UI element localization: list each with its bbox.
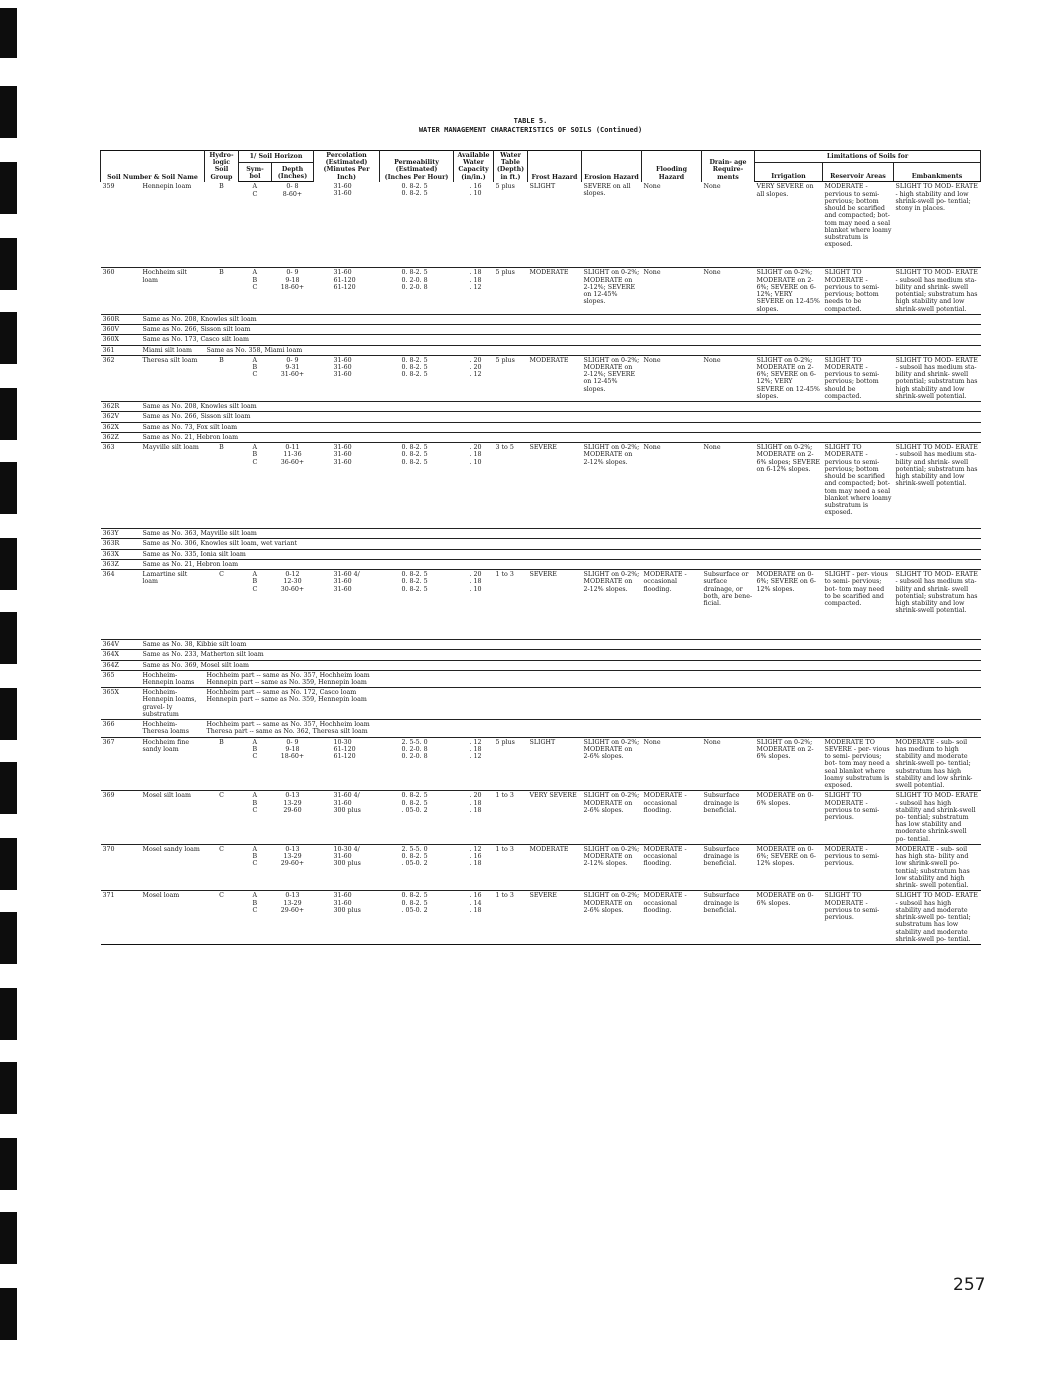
horizon-symbol: A B C — [239, 737, 272, 791]
table-row — [101, 529, 981, 539]
soil-number: 363X — [101, 549, 141, 559]
embankment-limitation: MODERATE - sub- soil has medium to high stability and moderate shrink-swell po- tential; substratum has high stability and low shrink- swell potential. — [894, 737, 981, 791]
binder-mark — [0, 1138, 17, 1190]
horizon-depth: 0- 9 9-31 31-60+ — [272, 355, 314, 401]
hydrologic-group: C — [205, 570, 239, 640]
soil-name: Theresa silt loam — [141, 355, 205, 401]
percolation: 31-60 31-60 300 plus — [314, 891, 380, 945]
same-as-reference: Same as No. 208, Knowles silt loam — [141, 314, 981, 324]
table-row — [101, 720, 981, 737]
soil-name: Hochheim silt loam — [141, 268, 205, 314]
soil-number: 362R — [101, 402, 141, 412]
soil-number: 363Z — [101, 559, 141, 569]
frost-hazard: VERY SEVERE — [528, 791, 582, 845]
water-capacity: . 20 . 18 . 10 — [454, 443, 494, 529]
soil-number: 365X — [101, 688, 141, 720]
header-drainage: Drain- age Require- ments — [702, 151, 755, 182]
reservoir-limitation: SLIGHT TO MODERATE - pervious to semi-pervious. — [823, 791, 894, 845]
frost-hazard: SLIGHT — [528, 182, 582, 268]
soil-number: 360X — [101, 335, 141, 345]
header-horizon: 1/ Soil Horizon — [239, 151, 314, 163]
binder-mark — [0, 838, 17, 890]
binder-mark — [0, 912, 17, 964]
soil-number: 360V — [101, 325, 141, 335]
table-row — [101, 432, 981, 442]
soil-name: Hochheim- Hennepin loams — [141, 670, 205, 687]
water-table: 5 plus — [494, 182, 528, 268]
permeability: 0. 8-2. 5 0. 8-2. 5 . 05-0. 2 — [380, 891, 454, 945]
soil-name: Mosel loam — [141, 891, 205, 945]
water-capacity: . 18 . 18 . 12 — [454, 268, 494, 314]
water-table: 1 to 3 — [494, 891, 528, 945]
reservoir-limitation: MODERATE TO SEVERE - per- vious to semi- pervious; bot- tom may need a seal blanket where loamy substratum is exposed. — [823, 737, 894, 791]
soil-name: Hochheim fine sandy loam — [141, 737, 205, 791]
irrigation-limitation: SLIGHT on 0-2%; MODERATE on 2-6% slopes; SEVERE on 6-12% slopes. — [755, 443, 823, 529]
table-row — [101, 640, 981, 650]
percolation: 31-60 61-120 61-120 — [314, 268, 380, 314]
embankment-limitation: SLIGHT TO MOD- ERATE - subsoil has high stability and shrink-swell po- tential; substratum has low stability and moderate shrink-swell po- tential. — [894, 791, 981, 845]
header-hydro: Hydro- logic Soil Group — [205, 151, 239, 182]
drainage-requirements: None — [702, 443, 755, 529]
irrigation-limitation: SLIGHT on 0-2%; MODERATE on 2-6%; SEVERE on 6-12%; VERY SEVERE on 12-45% slopes. — [755, 268, 823, 314]
water-table: 5 plus — [494, 355, 528, 401]
binder-mark — [0, 1288, 17, 1340]
soil-number: 361 — [101, 345, 141, 355]
flooding-hazard: MODERATE - occasional flooding. — [642, 891, 702, 945]
irrigation-limitation: SLIGHT on 0-2%; MODERATE on 2-6% slopes. — [755, 737, 823, 791]
hydrologic-group: B — [205, 737, 239, 791]
horizon-depth: 0-11 11-36 36-60+ — [272, 443, 314, 529]
same-as-reference: Same as No. 73, Fox silt loam — [141, 422, 981, 432]
soil-number: 370 — [101, 844, 141, 890]
irrigation-limitation: MODERATE on 0-6%; SEVERE on 6-12% slopes. — [755, 570, 823, 640]
table-row — [101, 891, 981, 945]
table-row — [101, 355, 981, 401]
flooding-hazard: MODERATE - occasional flooding. — [642, 791, 702, 845]
table-title: TABLE 5. — [513, 117, 548, 125]
reservoir-limitation: MODERATE - pervious to semi-pervious. — [823, 844, 894, 890]
hydrologic-group: B — [205, 443, 239, 529]
binder-mark — [0, 238, 17, 290]
table-row — [101, 670, 981, 687]
header-water-capacity: Available Water Capacity (in/in.) — [454, 151, 494, 182]
table-row — [101, 660, 981, 670]
erosion-hazard: SLIGHT on 0-2%; MODERATE on 2-6% slopes. — [582, 791, 642, 845]
soil-number: 371 — [101, 891, 141, 945]
percolation: 31-60 31-60 31-60 — [314, 355, 380, 401]
header-soil: Soil Number & Soil Name — [101, 151, 205, 182]
table-row — [101, 559, 981, 569]
header-water-table: Water Table (Depth) in ft.) — [494, 151, 528, 182]
percolation: 10-30 4/ 31-60 300 plus — [314, 844, 380, 890]
same-as-reference: Same as No. 233, Matherton silt loam — [141, 650, 981, 660]
frost-hazard: SEVERE — [528, 570, 582, 640]
soil-name: Mayville silt loam — [141, 443, 205, 529]
embankment-limitation: SLIGHT TO MOD- ERATE - subsoil has high stability and moderate shrink-swell po- tential; substratum has low stability and moderate shrink-swell po- tential. — [894, 891, 981, 945]
soil-number: 362V — [101, 412, 141, 422]
same-as-reference: Same as No. 358, Miami loam — [205, 345, 981, 355]
same-as-reference: Same as No. 208, Knowles silt loam — [141, 402, 981, 412]
binder-mark — [0, 8, 17, 58]
water-table: 5 plus — [494, 268, 528, 314]
frost-hazard: MODERATE — [528, 268, 582, 314]
flooding-hazard: None — [642, 443, 702, 529]
binder-mark — [0, 1212, 17, 1264]
same-as-reference: Same as No. 21, Hebron loam — [141, 432, 981, 442]
water-management-table — [100, 150, 981, 945]
soil-name: Lamartine silt loam — [141, 570, 205, 640]
horizon-symbol: A B C — [239, 791, 272, 845]
table-row — [101, 791, 981, 845]
horizon-symbol: A B C — [239, 891, 272, 945]
horizon-depth: 0- 9 9-18 18-60+ — [272, 737, 314, 791]
water-capacity: . 20 . 18 . 18 — [454, 791, 494, 845]
permeability: 2. 5-5. 0 0. 8-2. 5 . 05-0. 2 — [380, 844, 454, 890]
soil-name: Mosel sandy loam — [141, 844, 205, 890]
horizon-depth: 0-13 13-29 29-60+ — [272, 844, 314, 890]
embankment-limitation: SLIGHT TO MOD- ERATE - subsoil has medium sta- bility and shrink- swell potential; substratum has high stability and low shrink-swell potential. — [894, 268, 981, 314]
table-subtitle: WATER MANAGEMENT CHARACTERISTICS OF SOILS (Continued) — [418, 126, 643, 134]
permeability: 0. 8-2. 5 0. 8-2. 5 0. 8-2. 5 — [380, 443, 454, 529]
water-table: 1 to 3 — [494, 844, 528, 890]
embankment-limitation: SLIGHT TO MOD- ERATE - subsoil has medium sta- bility and shrink- swell potential; substratum has high stability and low shrink-swell potential. — [894, 570, 981, 640]
embankment-limitation: MODERATE - sub- soil has high sta- bility and low shrink-swell po- tential; substratum has low stability and high shrink- swell potential. — [894, 844, 981, 890]
binder-mark — [0, 688, 17, 740]
table-row — [101, 539, 981, 549]
table-row — [101, 737, 981, 791]
same-as-reference: Same as No. 21, Hebron loam — [141, 559, 981, 569]
soil-number: 362Z — [101, 432, 141, 442]
water-table: 3 to 5 — [494, 443, 528, 529]
soil-number: 360 — [101, 268, 141, 314]
table-row — [101, 844, 981, 890]
soil-number: 359 — [101, 182, 141, 268]
header-depth: Depth (Inches) — [272, 162, 314, 182]
soil-name: Hochheim- Theresa loams — [141, 720, 205, 737]
embankment-limitation: SLIGHT TO MOD- ERATE - subsoil has medium sta- bility and shrink- swell potential; substratum has high stability and low shrink-swell potential. — [894, 443, 981, 529]
water-capacity: . 20 . 20 . 12 — [454, 355, 494, 401]
drainage-requirements: None — [702, 182, 755, 268]
same-as-reference: Hochheim part -- same as No. 357, Hochheim loam Hennepin part -- same as No. 359, Hennepin loam — [205, 670, 981, 687]
permeability: 0. 8-2. 5 0. 8-2. 5 — [380, 182, 454, 268]
table-row — [101, 402, 981, 412]
irrigation-limitation: MODERATE on 0-6% slopes. — [755, 891, 823, 945]
drainage-requirements: Subsurface or surface drainage, or both, are bene- ficial. — [702, 570, 755, 640]
table-row — [101, 443, 981, 529]
flooding-hazard: None — [642, 182, 702, 268]
reservoir-limitation: MODERATE - pervious to semi-pervious; bottom should be scarified and compacted; bot- tom may need a seal blanket where loamy substratum is exposed. — [823, 182, 894, 268]
soil-number: 364X — [101, 650, 141, 660]
binder-mark — [0, 462, 17, 514]
hydrologic-group: C — [205, 891, 239, 945]
same-as-reference: Same as No. 266, Sisson silt loam — [141, 325, 981, 335]
soil-number: 364V — [101, 640, 141, 650]
water-capacity: . 12 . 18 . 12 — [454, 737, 494, 791]
binder-mark — [0, 538, 17, 590]
flooding-hazard: MODERATE - occasional flooding. — [642, 570, 702, 640]
permeability: 0. 8-2. 5 0. 2-0. 8 0. 2-0. 8 — [380, 268, 454, 314]
reservoir-limitation: SLIGHT TO MODERATE - pervious to semi-pervious; bottom should be scarified and compacted; bot- tom may need a seal blanket where loamy substratum is exposed. — [823, 443, 894, 529]
hydrologic-group: C — [205, 791, 239, 845]
soil-name: Hochheim- Hennepin loams, gravel- ly substratum — [141, 688, 205, 720]
binder-mark — [0, 1062, 17, 1114]
water-capacity: . 12 . 16 . 18 — [454, 844, 494, 890]
erosion-hazard: SLIGHT on 0-2%; MODERATE on 2-6% slopes. — [582, 737, 642, 791]
drainage-requirements: Subsurface drainage is beneficial. — [702, 791, 755, 845]
table-row — [101, 314, 981, 324]
header-percolation: Percolation (Estimated) (Minutes Per Inch) — [314, 151, 380, 182]
table-row — [101, 412, 981, 422]
reservoir-limitation: SLIGHT - per- vious to semi- pervious; bot- tom may need to be scarified and compacted. — [823, 570, 894, 640]
percolation: 31-60 31-60 31-60 — [314, 443, 380, 529]
soil-number: 364 — [101, 570, 141, 640]
erosion-hazard: SLIGHT on 0-2%; MODERATE on 2-12%; SEVERE on 12-45% slopes. — [582, 355, 642, 401]
table-row — [101, 688, 981, 720]
same-as-reference: Same as No. 173, Casco silt loam — [141, 335, 981, 345]
soil-number: 369 — [101, 791, 141, 845]
soil-number: 362X — [101, 422, 141, 432]
flooding-hazard: MODERATE - occasional flooding. — [642, 844, 702, 890]
water-capacity: . 20 . 18 . 10 — [454, 570, 494, 640]
percolation: 31-60 4/ 31-60 31-60 — [314, 570, 380, 640]
horizon-symbol: A B C — [239, 844, 272, 890]
header-permeability: Permeability (Estimated) (Inches Per Hour) — [380, 151, 454, 182]
irrigation-limitation: SLIGHT on 0-2%; MODERATE on 2-6%; SEVERE on 6-12%; VERY SEVERE on 12-45% slopes. — [755, 355, 823, 401]
percolation: 31-60 4/ 31-60 300 plus — [314, 791, 380, 845]
table-row — [101, 570, 981, 640]
horizon-symbol: A B C — [239, 355, 272, 401]
irrigation-limitation: MODERATE on 0-6%; SEVERE on 6-12% slopes. — [755, 844, 823, 890]
erosion-hazard: SLIGHT on 0-2%; MODERATE on 2-12% slopes. — [582, 443, 642, 529]
drainage-requirements: Subsurface drainage is beneficial. — [702, 844, 755, 890]
percolation: 31-60 31-60 — [314, 182, 380, 268]
water-table: 5 plus — [494, 737, 528, 791]
same-as-reference: Same as No. 306, Knowles silt loam, wet variant — [141, 539, 981, 549]
binder-mark — [0, 388, 17, 440]
header-embankments: Embankments — [894, 162, 981, 182]
soil-number: 363 — [101, 443, 141, 529]
reservoir-limitation: SLIGHT TO MODERATE - pervious to semi-pervious; bottom needs to be compacted. — [823, 268, 894, 314]
same-as-reference: Same as No. 266, Sisson silt loam — [141, 412, 981, 422]
permeability: 0. 8-2. 5 0. 8-2. 5 0. 8-2. 5 — [380, 355, 454, 401]
horizon-depth: 0-12 12-30 30-60+ — [272, 570, 314, 640]
irrigation-limitation: MODERATE on 0-6% slopes. — [755, 791, 823, 845]
frost-hazard: SEVERE — [528, 891, 582, 945]
same-as-reference: Same as No. 369, Mosel silt loam — [141, 660, 981, 670]
water-table: 1 to 3 — [494, 791, 528, 845]
soil-number: 362 — [101, 355, 141, 401]
reservoir-limitation: SLIGHT TO MODERATE - pervious to semi-pervious; bottom should be compacted. — [823, 355, 894, 401]
horizon-depth: 0- 9 9-18 18-60+ — [272, 268, 314, 314]
permeability: 0. 8-2. 5 0. 8-2. 5 0. 8-2. 5 — [380, 570, 454, 640]
drainage-requirements: None — [702, 268, 755, 314]
table-row — [101, 345, 981, 355]
binder-mark — [0, 762, 17, 814]
frost-hazard: MODERATE — [528, 355, 582, 401]
same-as-reference: Same as No. 363, Mayville silt loam — [141, 529, 981, 539]
header-irrigation: Irrigation — [755, 162, 823, 182]
table-row — [101, 325, 981, 335]
soil-name: Hennepin loam — [141, 182, 205, 268]
drainage-requirements: None — [702, 355, 755, 401]
header-erosion: Erosion Hazard — [582, 151, 642, 182]
table-row — [101, 335, 981, 345]
table-row — [101, 549, 981, 559]
soil-number: 367 — [101, 737, 141, 791]
table-row — [101, 182, 981, 268]
irrigation-limitation: VERY SEVERE on all slopes. — [755, 182, 823, 268]
binder-mark — [0, 312, 17, 364]
soil-number: 365 — [101, 670, 141, 687]
water-table: 1 to 3 — [494, 570, 528, 640]
hydrologic-group: B — [205, 182, 239, 268]
frost-hazard: MODERATE — [528, 844, 582, 890]
page-number: 257 — [953, 1275, 986, 1295]
permeability: 0. 8-2. 5 0. 8-2. 5 . 05-0. 2 — [380, 791, 454, 845]
header-reservoir: Reservoir Areas — [823, 162, 894, 182]
embankment-limitation: SLIGHT TO MOD- ERATE - subsoil has medium sta- bility and shrink- swell potential; substratum has high stability and low shrink-swell potential. — [894, 355, 981, 401]
erosion-hazard: SLIGHT on 0-2%; MODERATE on 2-12% slopes. — [582, 844, 642, 890]
same-as-reference: Hochheim part -- same as No. 172, Casco loam Hennepin part -- same as No. 359, Hennepin loam — [205, 688, 981, 720]
header-flooding: Flooding Hazard — [642, 151, 702, 182]
horizon-depth: 0- 8 8-60+ — [272, 182, 314, 268]
horizon-symbol: A B C — [239, 570, 272, 640]
header-limitations: Limitations of Soils for — [755, 151, 981, 163]
permeability: 2. 5-5. 0 0. 2-0. 8 0. 2-0. 8 — [380, 737, 454, 791]
soil-number: 363R — [101, 539, 141, 549]
erosion-hazard: SLIGHT on 0-2%; MODERATE on 2-6% slopes. — [582, 891, 642, 945]
percolation: 10-30 61-120 61-120 — [314, 737, 380, 791]
embankment-limitation: SLIGHT TO MOD- ERATE - high stability and low shrink-swell po- tential; stony in places. — [894, 182, 981, 268]
frost-hazard: SLIGHT — [528, 737, 582, 791]
flooding-hazard: None — [642, 737, 702, 791]
soil-name: Mosel silt loam — [141, 791, 205, 845]
soil-number: 364Z — [101, 660, 141, 670]
water-capacity: . 16 . 14 . 18 — [454, 891, 494, 945]
drainage-requirements: None — [702, 737, 755, 791]
soil-number: 366 — [101, 720, 141, 737]
table-body — [101, 182, 981, 945]
soil-number: 360R — [101, 314, 141, 324]
hydrologic-group: B — [205, 355, 239, 401]
binder-mark — [0, 612, 17, 664]
reservoir-limitation: SLIGHT TO MODERATE - pervious to semi-pervious. — [823, 891, 894, 945]
erosion-hazard: SLIGHT on 0-2%; MODERATE on 2-12% slopes. — [582, 570, 642, 640]
binder-mark — [0, 988, 17, 1040]
horizon-symbol: A C — [239, 182, 272, 268]
same-as-reference: Same as No. 335, Ionia silt loam — [141, 549, 981, 559]
water-capacity: . 16 . 10 — [454, 182, 494, 268]
horizon-symbol: A B C — [239, 443, 272, 529]
same-as-reference: Same as No. 38, Kibbie silt loam — [141, 640, 981, 650]
frost-hazard: SEVERE — [528, 443, 582, 529]
binder-mark — [0, 162, 17, 214]
soil-number: 363Y — [101, 529, 141, 539]
horizon-depth: 0-13 13-29 29-60 — [272, 791, 314, 845]
drainage-requirements: Subsurface drainage is beneficial. — [702, 891, 755, 945]
hydrologic-group: B — [205, 268, 239, 314]
flooding-hazard: None — [642, 355, 702, 401]
header-frost: Frost Hazard — [528, 151, 582, 182]
hydrologic-group: C — [205, 844, 239, 890]
table-row — [101, 422, 981, 432]
horizon-depth: 0-13 13-29 29-60+ — [272, 891, 314, 945]
horizon-symbol: A B C — [239, 268, 272, 314]
same-as-reference: Hochheim part -- same as No. 357, Hochheim loam Theresa part -- same as No. 362, Theresa silt loam — [205, 720, 981, 737]
table-row — [101, 650, 981, 660]
table-row — [101, 268, 981, 314]
erosion-hazard: SEVERE on all slopes. — [582, 182, 642, 268]
soil-name: Miami silt loam — [141, 345, 205, 355]
flooding-hazard: None — [642, 268, 702, 314]
header-symbol: Sym- bol — [239, 162, 272, 182]
erosion-hazard: SLIGHT on 0-2%; MODERATE on 2-12%; SEVERE on 12-45% slopes. — [582, 268, 642, 314]
